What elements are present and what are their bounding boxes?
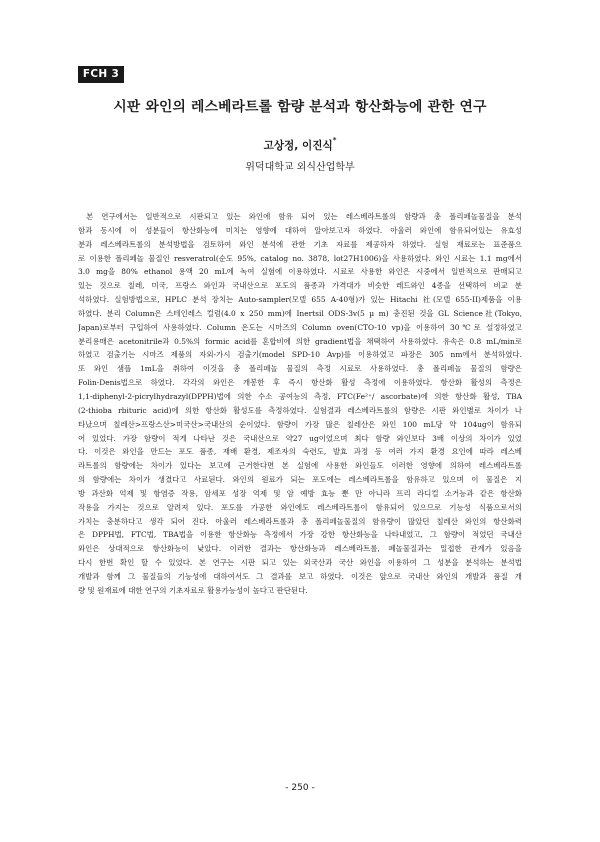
abstract-line: 가치는 충분하다고 생각 되어 진다. 아울러 레스베라트롤과 총 폴리페놀물질의 함유량이 많았던 칠레산 와인의 항산화력 [78, 516, 522, 526]
abstract-line: 의 함량에는 차이가 생겼다고 사료된다. 와인의 원료가 되는 포도에는 레스베라트롤을 함유하고 있으며 이 물질은 지 [78, 475, 522, 485]
abstract-line: Folin-Denis법으로 하였다. 각각의 와인은 개봉한 후 즉시 항산화 활성 측정에 이용하였다. 항산화 활성의 측정은 [78, 378, 522, 388]
abstract-line: 방 과산화 억제 및 항염증 작용, 암세포 성장 억제 및 암 예방 효능 뿐 만 아니라 프리 라디컬 소거능과 같은 항산화 [78, 488, 522, 498]
paper-title: 시판 와인의 레스베라트롤 함량 분석과 항산화능에 관한 연구 [113, 99, 487, 115]
abstract-line: 타났으며 칠레산>프랑스산>미국산>국내산의 순이었다. 함량이 가장 많은 칠레산은 와인 100 mL당 약 104ug이 함유되 [78, 419, 522, 429]
abstract-line: 1,1-diphenyl-2-picrylhydrazyl(DPPH)법에 의한 수소 공여능의 측정, FTC(Fe²⁺/ ascorbate)에 의한 항산화 활성, TBA [78, 391, 522, 401]
abstract-line: Japan)로부터 구입하여 사용하였다. Column 온도는 시마즈의 Column oven(CTO-10 vp)을 이용하여 30℃로 설정하였고 [78, 322, 522, 332]
abstract-line: 분과 레스베라트롤의 분석방법을 검토하여 와인 분석에 관한 기초 자료를 제공하자 하였다. 실험 재료로는 표준품으 [78, 239, 522, 249]
abstract-line: 개발과 함께 그 물질들의 기능성에 대하여서도 그 결과를 보고 하였다. 이것은 앞으로 국내산 와인의 개발과 품질 개 [78, 571, 522, 581]
abstract-line: 있는 것으로 칠레, 미국, 프랑스 와인과 국내산으로 포도의 품종과 가격대가 비슷한 레드와인 4종을 선택하여 비교 분 [78, 281, 522, 291]
abstract-line: 량 및 원재료에 대한 연구의 기초자료로 활용가능성이 높다고 판단된다. [78, 585, 308, 595]
abstract-line: 로 이용한 폴리페놀 물질인 resveratrol(순도 95%, catalog no. 3878, lot27H1006)을 사용하였다. 와인 시료는 1.1 mg에서 [78, 253, 522, 263]
section-tag: FCH 3 [78, 66, 124, 83]
abstract-line: 하였고 검출기는 시마즈 제품의 자외-가시 검출기(model SPD-10 Avp)를 이용하였고 파장은 305 nm에서 분석하였다. [78, 350, 522, 360]
abstract-line: 또 와인 샘플 1mL을 취하여 이것을 총 폴리페놀 물질의 측정 시료로 사용하였다. 총 폴리페놀 물질의 함량은 [78, 364, 522, 374]
abstract-line: 본 연구에서는 일반적으로 시판되고 있는 와인에 함유 되어 있는 레스베라트롤의 함량과 총 폴리페놀물질을 분석 [86, 212, 522, 221]
affiliation: 위덕대학교 외식산업학부 [245, 162, 355, 173]
abstract-line: 와인은 상대적으로 항산화능이 낮았다. 이러한 결과는 항산화능과 레스베라트롤, 폐놀물질과는 밀접한 관계가 있음을 [78, 544, 522, 554]
abstract-line: 라트롤의 함량에는 차이가 있다는 보고에 근거한다면 본 실험에 사용한 와인들도 이러한 영향에 의하여 레스베라트롤 [78, 461, 522, 471]
abstract-line: 어 있었다. 가장 함량이 적게 나타난 것은 국내산으로 약27 ug이었으며 최다 함량 와인보다 3배 이상의 차이가 있었 [78, 433, 522, 443]
abstract-line: 함과 동시에 이 성분들이 항산화능에 미치는 영향에 대하여 알아보고자 하였다. 아울러 와인에 함유되어있는 유효성 [78, 225, 522, 235]
abstract-line: 분리용매은 acetonitrile과 0.5%의 formic acid를 혼합비에 의한 gradient법을 채택하여 사용하였다. 유속은 0.8 mL/min로 [78, 336, 522, 346]
abstract-line: 은 DPPH법, FTC법, TBA법을 이용한 항산화능 측정에서 가장 강한 항산화능을 나타내었고, 그 함량이 적었던 국내산 [78, 530, 522, 540]
abstract-line: 다. 이것은 와인을 만드는 포도 품종, 재배 환경, 제조자의 숙련도, 발효 과정 등 여러 가지 환경 요인에 따라 레스베 [78, 447, 522, 457]
corresponding-author-mark: * [332, 136, 337, 144]
abstract-line: 하였다. 분리 Column은 스테인레스 컬럼(4.0 x 250 mm)에 Inertsil ODS-3v(5 µ m) 충진된 것을 GL Science社(Tokyo, [78, 308, 522, 318]
abstract-line: 석하였다. 실험방법으로, HPLC 분석 장치는 Auto-sampler(모델 655 A-40형)가 있는 Hitachi 社(모델 655-II)제품을 이용 [78, 295, 522, 305]
author-names: 고상정, 이진식 [263, 140, 333, 152]
abstract-body [78, 210, 522, 598]
abstract-line: 다시 한번 확인 할 수 있었다. 본 연구는 시판 되고 있는 외국산과 국산 와인을 이용하여 그 성분을 분석하는 분석법 [78, 558, 522, 568]
page-number: - 250 - [285, 783, 315, 793]
abstract-line: (2-thioba rbituric acid)에 의한 항산화 활성도를 측정하였다. 실험결과 레스베라트롤의 함량은 시판 와인별로 차이가 나 [78, 405, 522, 415]
authors [0, 138, 600, 153]
abstract-line: 작용을 가지는 것으로 알려져 있다. 포도를 가공한 와인에도 레스베라트롤이 함유되어 있으므로 기능성 식품으로서의 [78, 502, 522, 512]
abstract-line: 3.0 mg을 80% ethanol 용액 20 mL에 녹여 실험에 이용하였다. 시료로 사용한 와인은 시중에서 일반적으로 판매되고 [78, 267, 522, 277]
